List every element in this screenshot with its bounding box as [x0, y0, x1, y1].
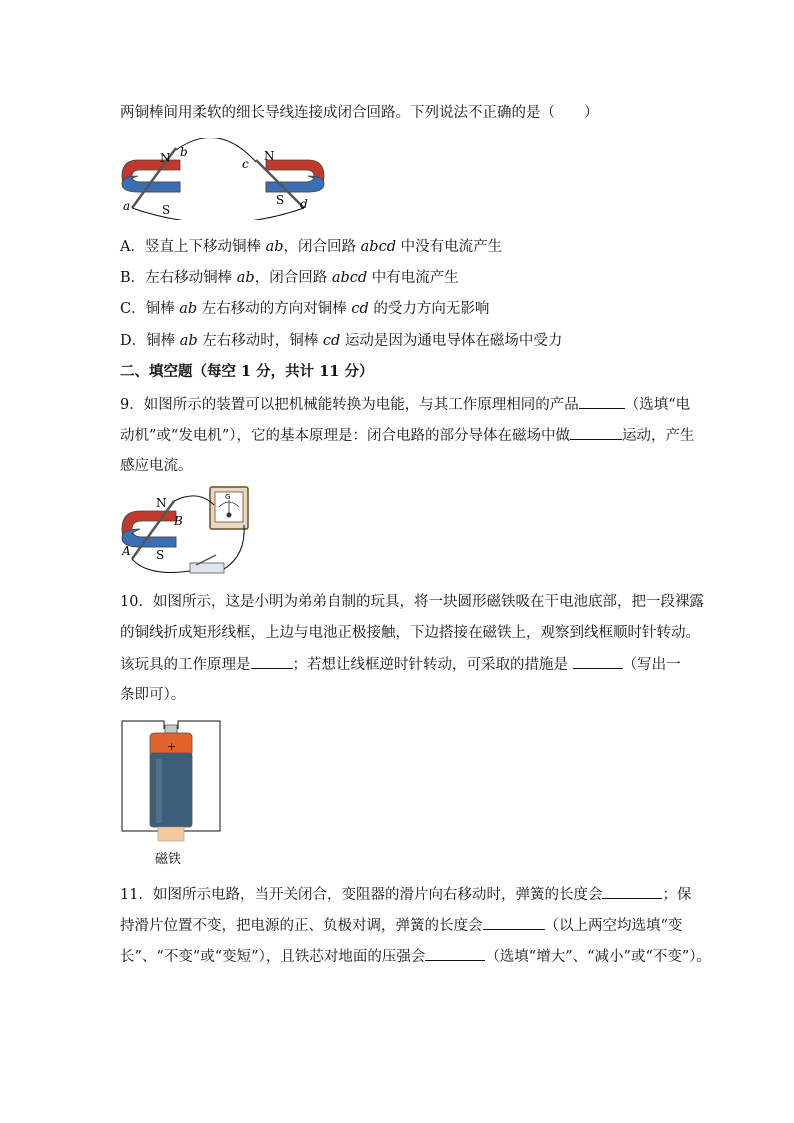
- q10-line4: 条即可）。: [120, 687, 186, 703]
- q10-line3: 该玩具的工作原理是 ；若想让线框逆时针转动，可采取的措施是 （写出一: [120, 654, 681, 675]
- q8-fig-n2: N: [264, 149, 275, 163]
- q10-fig-caption: 磁铁: [155, 852, 182, 867]
- q10-line1: 10．如图所示，这是小明为弟弟自制的玩具，将一块圆形磁铁吸在干电池底部，把一段裸露: [120, 594, 704, 610]
- section-title: 二、填空题（每空 1 分，共计 11 分）: [120, 363, 374, 380]
- q9-line1: 9．如图所示的装置可以把机械能转换为电能，与其工作原理相同的产品 （选填“电: [120, 394, 690, 415]
- q8-option-b: B．左右移动铜棒 ab，闭合回路 abcd 中有电流产生: [120, 270, 459, 286]
- q8-fig-b: b: [180, 145, 188, 159]
- q8-option-c: C．铜棒 ab 左右移动的方向对铜棒 cd 的受力方向无影响: [120, 301, 490, 317]
- q9-fig-s: S: [156, 548, 165, 562]
- q9-fig-n: N: [156, 496, 167, 510]
- q11-blank-1[interactable]: [602, 884, 662, 899]
- q10-figure: [120, 719, 224, 869]
- q11-line1: 11．如图所示电路，当开关闭合，变阻器的滑片向右移动时，弹簧的长度会 ；保: [120, 884, 691, 905]
- q8-stem: 两铜棒间用柔软的细长导线连接成闭合回路。下列说法不正确的是（ ）: [120, 105, 599, 121]
- q8-option-a: A．竖直上下移动铜棒 ab，闭合回路 abcd 中没有电流产生: [120, 239, 503, 255]
- q11-blank-3[interactable]: [425, 946, 485, 961]
- q8-fig-d: d: [300, 197, 308, 211]
- q10-line2: 的铜线折成矩形线框，上边与电池正极接触，下边搭接在磁铁上，观察到线框顺时针转动。: [120, 625, 700, 641]
- q11-line2: 持滑片位置不变，把电源的正、负极对调，弹簧的长度会 （以上两空均选填“变: [120, 915, 682, 936]
- q9-line3: 感应电流。: [120, 458, 193, 474]
- q9-fig-g: G: [225, 493, 231, 501]
- q8-fig-s2: S: [276, 193, 285, 207]
- q9-figure: [118, 485, 258, 581]
- q9-blank-2[interactable]: [570, 425, 622, 440]
- q10-blank-2[interactable]: [573, 654, 623, 669]
- q11-line3: 长”、“不变”或“变短”），且铁芯对地面的压强会 （选填“增大”、“减小”或“不变”）。: [120, 946, 711, 967]
- q8-fig-a: a: [123, 199, 131, 213]
- q9-fig-b: B: [174, 514, 183, 528]
- q11-blank-2[interactable]: [483, 915, 545, 930]
- q8-option-d: D．铜棒 ab 左右移动时，铜棒 cd 运动是因为通电导体在磁场中受力: [120, 333, 563, 349]
- q10-blank-1[interactable]: [251, 654, 293, 669]
- q9-blank-1[interactable]: [579, 394, 625, 409]
- q8-fig-n1: N: [160, 151, 171, 165]
- q8-figure: [118, 138, 328, 220]
- q10-fig-plus: +: [167, 740, 177, 753]
- q8-fig-c: c: [242, 157, 249, 171]
- q9-line2: 动机”或“发电机”），它的基本原理是：闭合电路的部分导体在磁场中做 运动，产生: [120, 425, 695, 446]
- q9-fig-a: A: [122, 544, 131, 558]
- q8-fig-s1: S: [162, 203, 171, 217]
